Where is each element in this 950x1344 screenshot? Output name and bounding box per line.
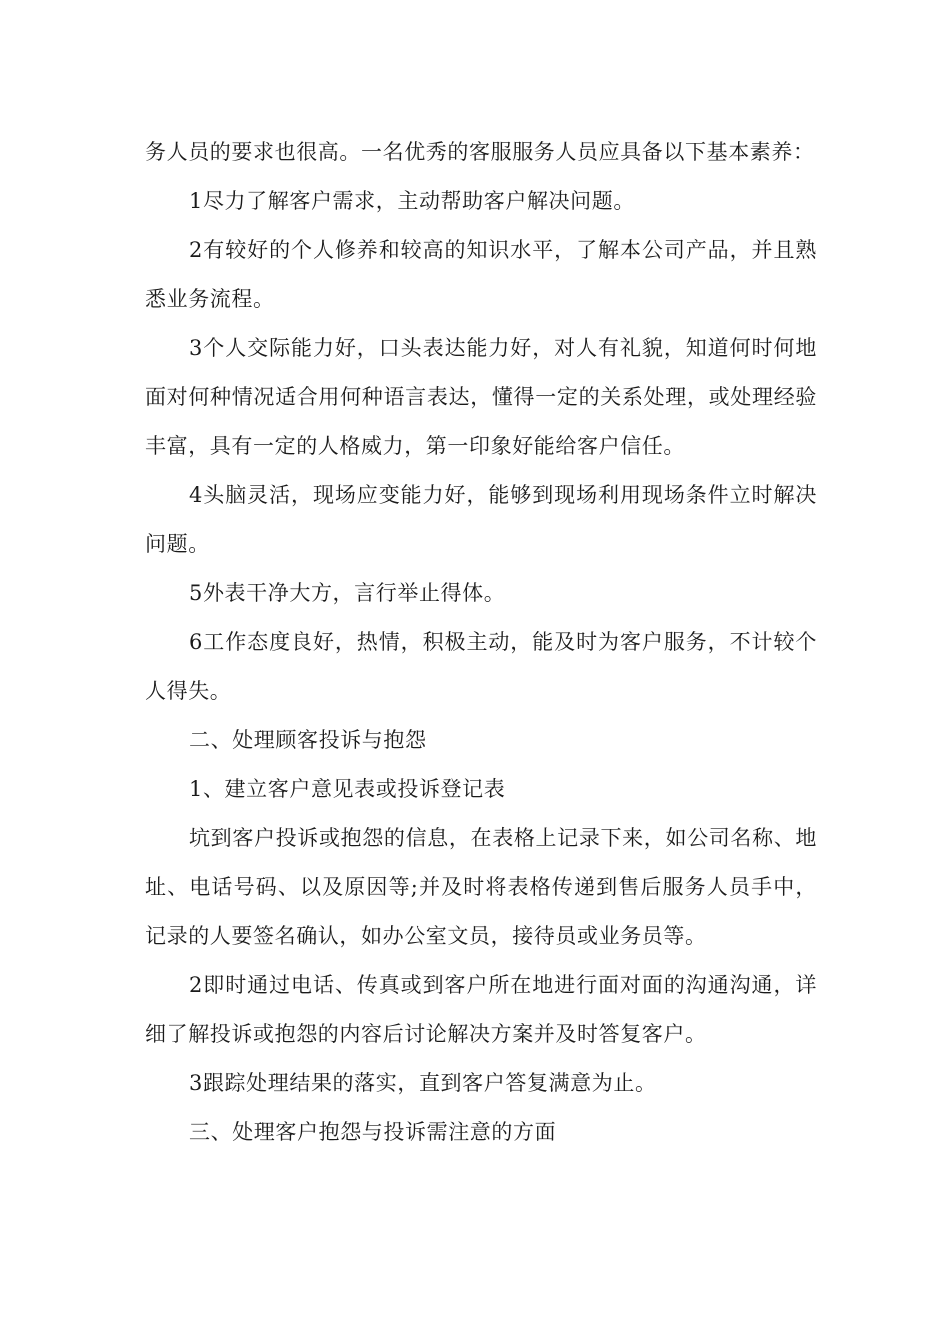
- paragraph-step-2: 2即时通过电话、传真或到客户所在地进行面对面的沟通沟通，详细了解投诉或抱怨的内容后讨论解决方案并及时答复客户。: [145, 973, 817, 1046]
- paragraph-item-4: 4头脑灵活，现场应变能力好，能够到现场利用现场条件立时解决问题。: [145, 483, 817, 556]
- paragraph-step-3: 3跟踪处理结果的落实，直到客户答复满意为止。: [189, 1071, 657, 1095]
- paragraph-item-5: 5外表干净大方，言行举止得体。: [189, 581, 506, 605]
- document-body: [145, 128, 817, 1157]
- paragraph-record-complaint: 坑到客户投诉或抱怨的信息，在表格上记录下来，如公司名称、地址、电话号码、以及原因等;并及时将表格传递到售后服务人员手中，记录的人要签名确认，如办公室文员，接待员或业务员等。: [145, 826, 817, 948]
- paragraph-item-3: 3个人交际能力好，口头表达能力好，对人有礼貌，知道何时何地面对何种情况适合用何种语言表达，懂得一定的关系处理，或处理经验丰富，具有一定的人格威力，第一印象好能给客户信任。: [145, 336, 817, 458]
- paragraph-intro-continued: 务人员的要求也很高。一名优秀的客服服务人员应具备以下基本素养：: [145, 140, 815, 164]
- section-heading-2: 二、处理顾客投诉与抱怨: [189, 728, 427, 752]
- paragraph-item-1: 1尽力了解客户需求，主动帮助客户解决问题。: [189, 189, 635, 213]
- paragraph-item-2: 2有较好的个人修养和较高的知识水平，了解本公司产品，并且熟悉业务流程。: [145, 238, 817, 311]
- paragraph-item-6: 6工作态度良好，热情，积极主动，能及时为客户服务，不计较个人得失。: [145, 630, 817, 703]
- subsection-heading-1: 1、建立客户意见表或投诉登记表: [189, 777, 506, 801]
- section-heading-3: 三、处理客户抱怨与投诉需注意的方面: [189, 1120, 557, 1144]
